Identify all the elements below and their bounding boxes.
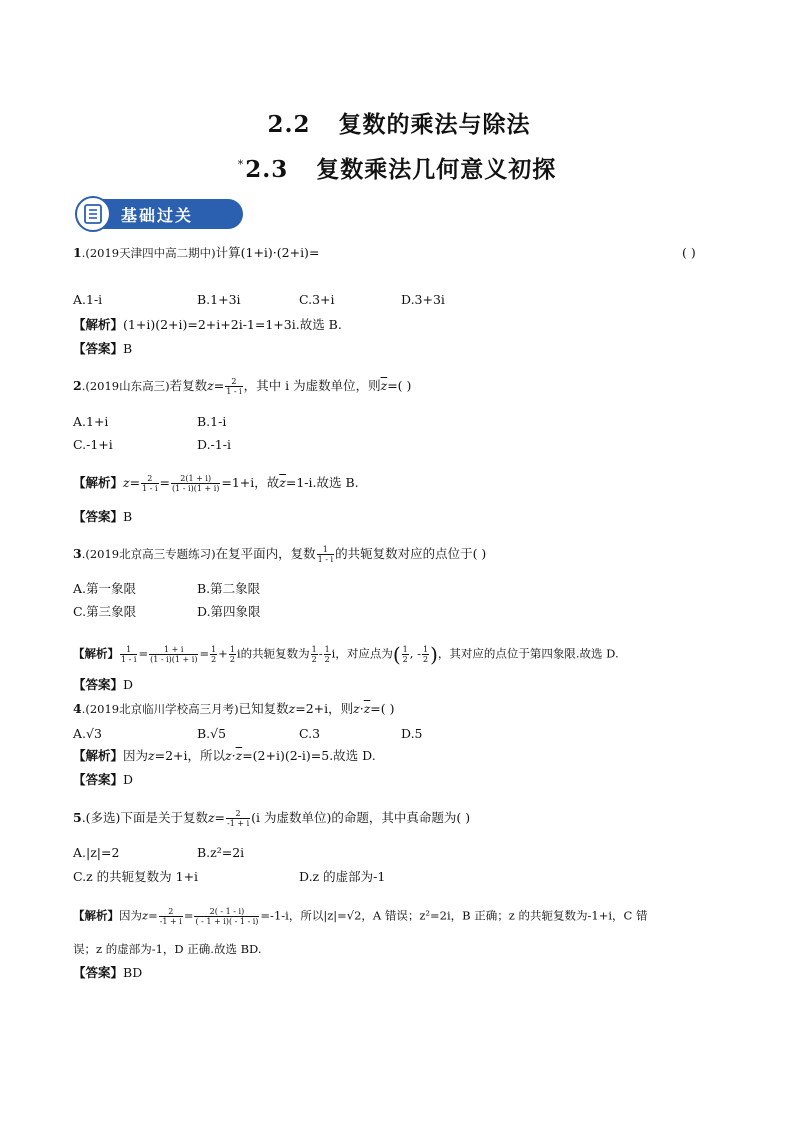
- lesson-title-2-3: [0, 151, 794, 184]
- title-text: 复数的乘法与除法: [338, 111, 531, 138]
- answer-blank: ( ): [682, 245, 696, 260]
- question-3-stem: 3.(2019北京高三专题练习)在复平面内，复数 $\frac{1}{1 - i}$ 的共轭复数对应的点位于( ): [73, 545, 487, 564]
- question-1-solution: 【解析】(1+i)(2+i)=2+i+2i-1=1+3i.故选 B.: [73, 317, 342, 332]
- option-c: C.第三象限: [73, 604, 137, 619]
- lesson-title-2-2: [0, 106, 794, 139]
- question-3-answer: 【答案】D: [73, 677, 134, 692]
- title-number: 2.2: [267, 111, 311, 138]
- question-4-answer: 【答案】D: [73, 772, 134, 787]
- option-a: A.|z|=2: [73, 845, 120, 860]
- option-b: B.第二象限: [197, 581, 261, 596]
- question-5-answer: 【答案】BD: [73, 965, 143, 980]
- section-banner-label: 基础过关: [121, 206, 194, 225]
- question-5-stem: 5.(多选)下面是关于复数z= $\frac{2}{-1 + i}$ (i 为虚数单位)的命题，其中真命题为( ): [73, 809, 471, 828]
- option-d: D.3+3i: [401, 292, 445, 307]
- option-c: C.3+i: [299, 292, 335, 307]
- option-b: B.√5: [197, 726, 227, 741]
- option-d: D.z 的虚部为-1: [299, 869, 386, 884]
- option-c: C.-1+i: [73, 437, 113, 452]
- title-number: 2.3: [245, 156, 289, 183]
- option-a: A.第一象限: [73, 581, 137, 596]
- option-c: C.3: [299, 726, 321, 741]
- optional-star: *: [237, 158, 245, 171]
- section-banner: [75, 196, 247, 234]
- title-text: 复数乘法几何意义初探: [316, 156, 557, 183]
- question-4-stem: 4.(2019北京临川学校高三月考)已知复数z=2+i，则$z\cdot\overline{z}=$( ): [73, 701, 395, 716]
- question-1-stem: 1.(2019天津四中高二期中)计算(1+i)·(2+i)=: [73, 245, 320, 260]
- question-1-answer: 【答案】B: [73, 341, 133, 356]
- option-c: C.z 的共轭复数为 1+i: [73, 869, 199, 884]
- option-b: B.z²=2i: [197, 845, 245, 860]
- question-2-stem: 2.(2019山东高三)若复数z= $\frac{2}{1 - i}$ ，其中 i 为虚数单位，则$\overline{z}=$( ): [73, 377, 412, 396]
- question-5-solution: 【解析】因为z= $\frac{2}{-1 + i}$ = $\frac{2( - 1 - i)}{( - 1 + i)( - 1 - i)}$ =-1-i，所以|z|=√2，A 错误；z²=2i，B 正确；z 的共轭复数为-1+i，C 错: [73, 907, 648, 926]
- option-d: D.第四象限: [197, 604, 261, 619]
- option-a: A.√3: [73, 726, 102, 741]
- option-b: B.1+3i: [197, 292, 241, 307]
- question-2-answer: 【答案】B: [73, 509, 133, 524]
- checklist-icon: [75, 196, 111, 232]
- option-a: A.1+i: [73, 414, 109, 429]
- question-5-solution-line2: 误；z 的虚部为-1，D 正确.故选 BD.: [73, 942, 262, 956]
- question-4-solution: 【解析】因为z=2+i，所以$z\cdot\overline{z}=(2+i)(2-i)=5$.故选 D.: [73, 748, 376, 763]
- fraction: $\frac{2}{1 - i}$: [226, 377, 242, 396]
- question-3-solution: 【解析】 $\frac{1}{1 - i}$ = $\frac{1 + i}{(1 - i)(1 + i)}$ = $\frac{1}{2}$ + $\frac{1}{2}$ i的共轭复数为 $\frac{1}{2}$ - $\frac{1}{2}$ i，对应点为( $\frac{1}{2}$ , - $\frac{1}{2}$ )，其对应的点位于第四象限.故选 D.: [73, 642, 619, 667]
- option-d: D.-1-i: [197, 437, 231, 452]
- question-2-solution: 【解析】z= $\frac{2}{1 - i}$ = $\frac{2(1 + i)}{(1 - i)(1 + i)}$ =1+i，故$\overline{z}=1-i$.故选 B.: [73, 474, 359, 493]
- option-b: B.1-i: [197, 414, 227, 429]
- option-d: D.5: [401, 726, 423, 741]
- option-a: A.1-i: [73, 292, 103, 307]
